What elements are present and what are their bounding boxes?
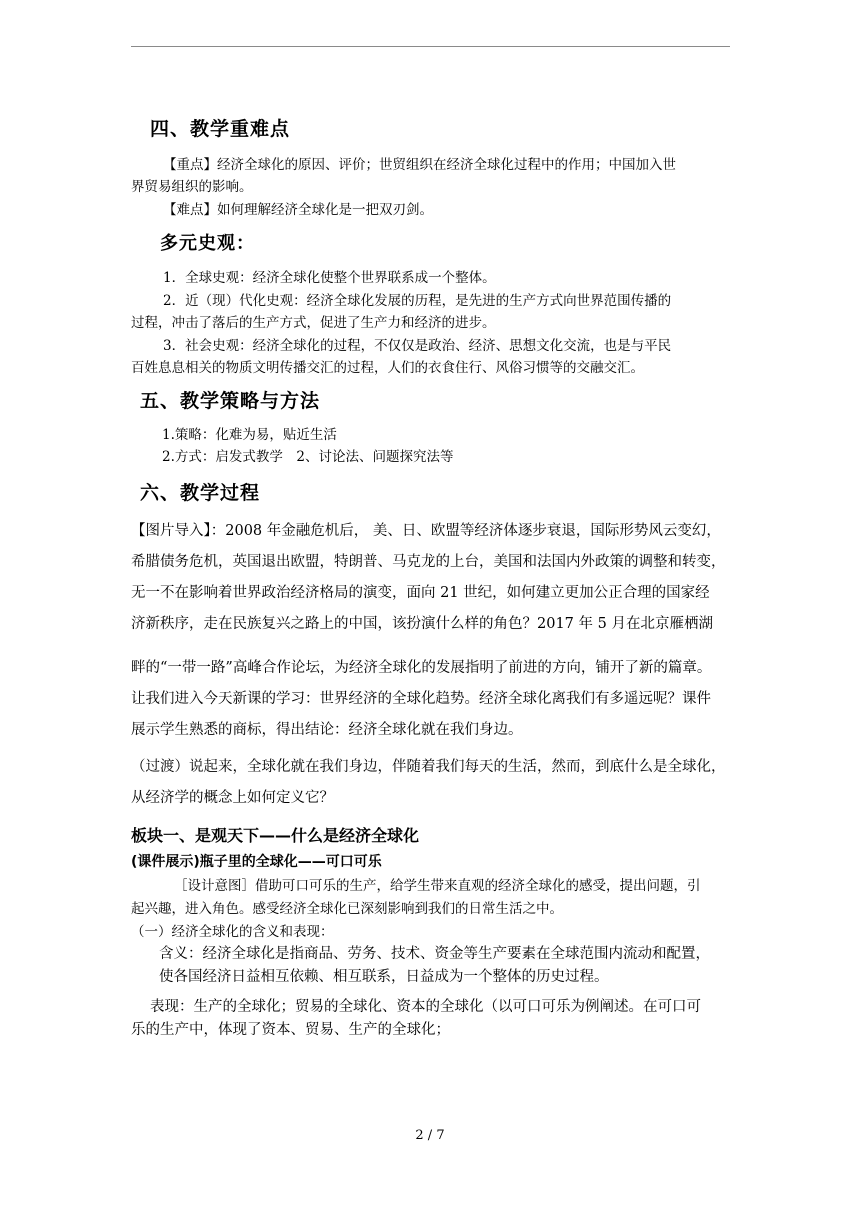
section-five-title: 五、教学策略与方法 (140, 390, 321, 412)
multi-view-item-2a: 2．近（现）代化史观：经济全球化发展的历程，是先进的生产方式向世界范围传播的 (163, 293, 672, 309)
intro-line-6: 让我们进入今天新课的学习：世界经济的全球化趋势。经济全球化离我们有多遥远呢？课件 (131, 691, 711, 707)
transition-line-1: （过渡）说起来，全球化就在我们身边，伴随着我们每天的生活，然而，到底什么是全球化， (131, 759, 726, 775)
intro-line-2: 希腊债务危机，英国退出欧盟，特朗普、马克龙的上台，美国和法国内外政策的调整和转变， (131, 554, 726, 570)
strategy-item-2: 2.方式：启发式教学 2、讨论法、问题探究法等 (162, 449, 454, 465)
page-number: 2 / 7 (415, 1128, 445, 1143)
header-rule (131, 46, 730, 47)
multi-view-title: 多元史观： (160, 233, 255, 254)
meaning-line-2: 使各国经济日益相互依赖、相互联系，日益成为一个整体的历史过程。 (159, 969, 609, 985)
intro-line-1: 【图片导入】：2008 年金融危机后， 美、日、欧盟等经济体逐步衰退，国际形势风云变幻， (131, 523, 721, 539)
intro-line-3: 无一不在影响着世界政治经济格局的演变，面向 21 世纪，如何建立更加公正合理的国家经 (131, 585, 710, 601)
multi-view-item-3a: 3．社会史观：经济全球化的过程，不仅仅是政治、经济、思想文化交流，也是与平民 (163, 338, 672, 354)
key-point-line-2: 界贸易组织的影响。 (131, 179, 253, 195)
performance-line-2: 乐的生产中，体现了资本、贸易、生产的全球化； (131, 1022, 450, 1038)
strategy-item-1: 1.策略：化难为易，贴近生活 (162, 427, 337, 443)
meaning-line-1: 含义：经济全球化是指商品、劳务、技术、资金等生产要素在全球范围内流动和配置， (159, 946, 710, 962)
intro-line-4: 济新秩序，走在民族复兴之路上的中国，该扮演什么样的角色？2017 年 5 月在北京雁栖湖 (131, 616, 713, 632)
meaning-heading: （一）经济全球化的含义和表现： (131, 924, 334, 940)
design-intent-line-1: ［设计意图］借助可口可乐的生产，给学生带来直观的经济全球化的感受，提出问题，引 (174, 878, 701, 894)
difficulty-line: 【难点】如何理解经济全球化是一把双刃剑。 (163, 202, 433, 218)
intro-line-7: 展示学生熟悉的商标，得出结论：经济全球化就在我们身边。 (131, 722, 523, 738)
transition-line-2: 从经济学的概念上如何定义它？ (131, 790, 334, 806)
intro-line-5: 畔的“一带一路”高峰合作论坛，为经济全球化的发展指明了前进的方向，铺开了新的篇章。 (131, 660, 712, 676)
block-one-title: 板块一、是观天下——什么是经济全球化 (131, 826, 420, 845)
section-four-title: 四、教学重难点 (150, 118, 291, 140)
multi-view-item-1: 1．全球史观：经济全球化使整个世界联系成一个整体。 (163, 270, 496, 286)
multi-view-item-3b: 百姓息息相关的物质文明传播交汇的过程，人们的衣食住行、风俗习惯等的交融交汇。 (131, 360, 644, 376)
design-intent-line-2: 起兴趣，进入角色。感受经济全球化已深刻影响到我们的日常生活之中。 (131, 901, 563, 917)
section-six-title: 六、教学过程 (140, 482, 261, 504)
performance-line-1: 表现：生产的全球化；贸易的全球化、资本的全球化（以可口可乐为例阐述。在可口可 (150, 999, 701, 1015)
multi-view-item-2b: 过程，冲击了落后的生产方式，促进了生产力和经济的进步。 (131, 315, 496, 331)
block-one-subtitle: (课件展示)瓶子里的全球化——可口可乐 (131, 854, 382, 870)
key-point-line-1: 【重点】经济全球化的原因、评价；世贸组织在经济全球化过程中的作用；中国加入世 (163, 157, 676, 173)
